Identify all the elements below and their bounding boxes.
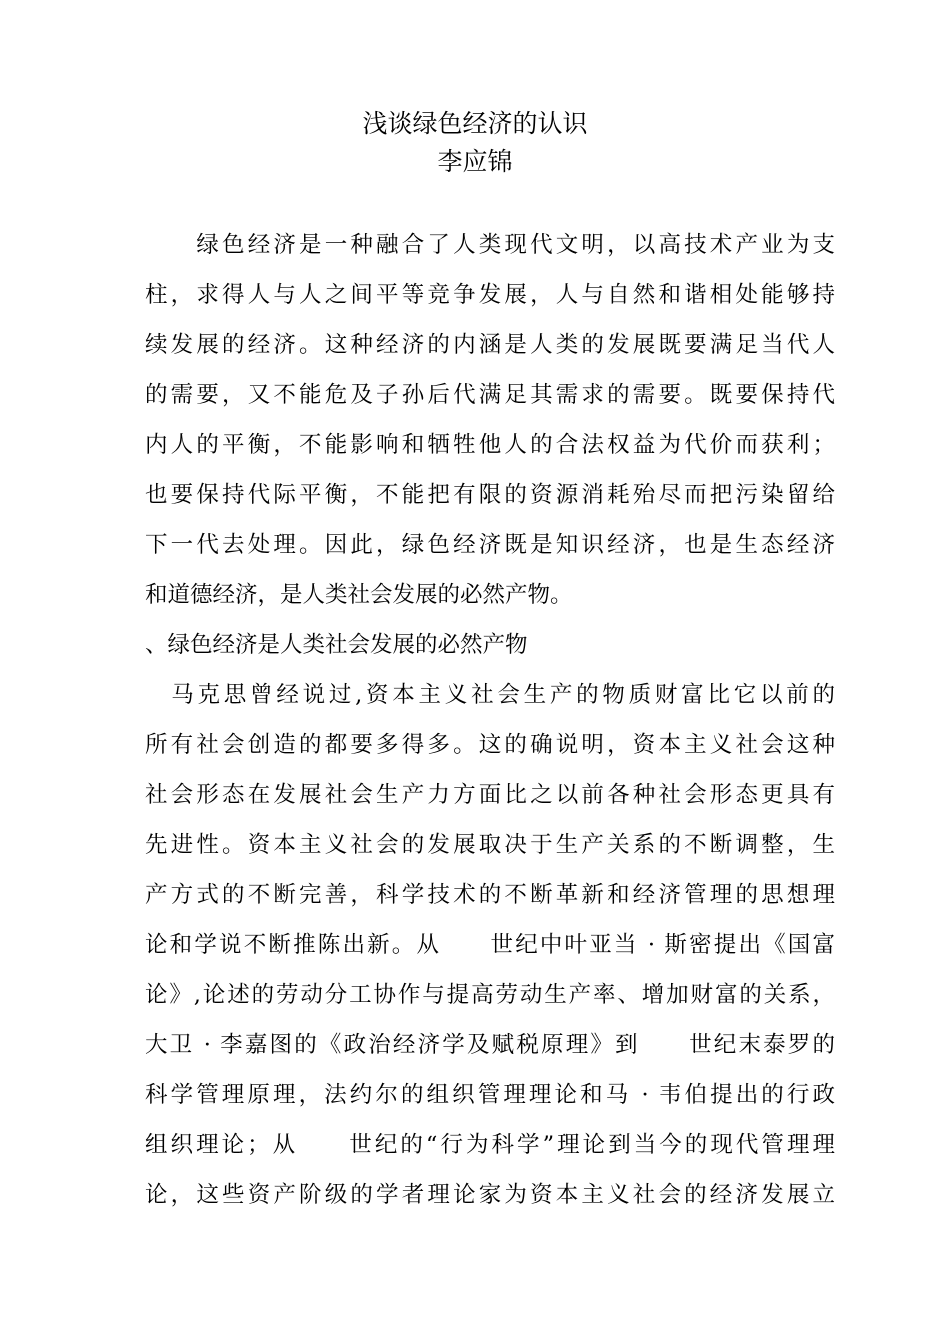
text-line: 下一代去处理。因此，绿色经济既是知识经济，也是生态经济 (145, 532, 835, 558)
body-text (145, 220, 835, 1220)
text-line: 产方式的不断完善，科学技术的不断革新和经济管理的思想理 (145, 882, 835, 908)
text-line: 论和学说不断推陈出新。从 世纪中叶亚当 · 斯密提出《国富 (145, 932, 835, 958)
document-title: 浅谈绿色经济的认识 (362, 109, 588, 138)
text-line: 论》,论述的劳动分工协作与提高劳动生产率、增加财富的关系， (145, 982, 835, 1008)
text-line: 柱，求得人与人之间平等竞争发展，人与自然和谐相处能够持 (145, 282, 835, 308)
text-line: 马克思曾经说过,资本主义社会生产的物质财富比它以前的 (145, 682, 835, 708)
text-line: 社会形态在发展社会生产力方面比之以前各种社会形态更具有 (145, 782, 835, 808)
document-author: 李应锦 (437, 147, 513, 176)
text-line: 论，这些资产阶级的学者理论家为资本主义社会的经济发展立 (145, 1182, 835, 1208)
text-line: 也要保持代际平衡，不能把有限的资源消耗殆尽而把污染留给 (145, 482, 835, 508)
text-line: 大卫 · 李嘉图的《政治经济学及赋税原理》到 世纪末泰罗的 (145, 1032, 835, 1058)
text-line: 内人的平衡，不能影响和牺牲他人的合法权益为代价而获利； (145, 432, 835, 458)
text-line: 科学管理原理，法约尔的组织管理理论和马 · 韦伯提出的行政 (145, 1082, 835, 1108)
text-line: 续发展的经济。这种经济的内涵是人类的发展既要满足当代人 (145, 332, 835, 358)
text-line: 先进性。资本主义社会的发展取决于生产关系的不断调整，生 (145, 832, 835, 858)
section-heading: 、绿色经济是人类社会发展的必然产物 (145, 632, 528, 658)
text-line: 绿色经济是一种融合了人类现代文明，以高技术产业为支 (145, 232, 835, 258)
text-line: 组织理论；从 世纪的“行为科学”理论到当今的现代管理理 (145, 1132, 835, 1158)
text-line: 的需要，又不能危及子孙后代满足其需求的需要。既要保持代 (145, 382, 835, 408)
text-line: 和道德经济，是人类社会发展的必然产物。 (145, 582, 573, 608)
text-line: 所有社会创造的都要多得多。这的确说明，资本主义社会这种 (145, 732, 835, 758)
